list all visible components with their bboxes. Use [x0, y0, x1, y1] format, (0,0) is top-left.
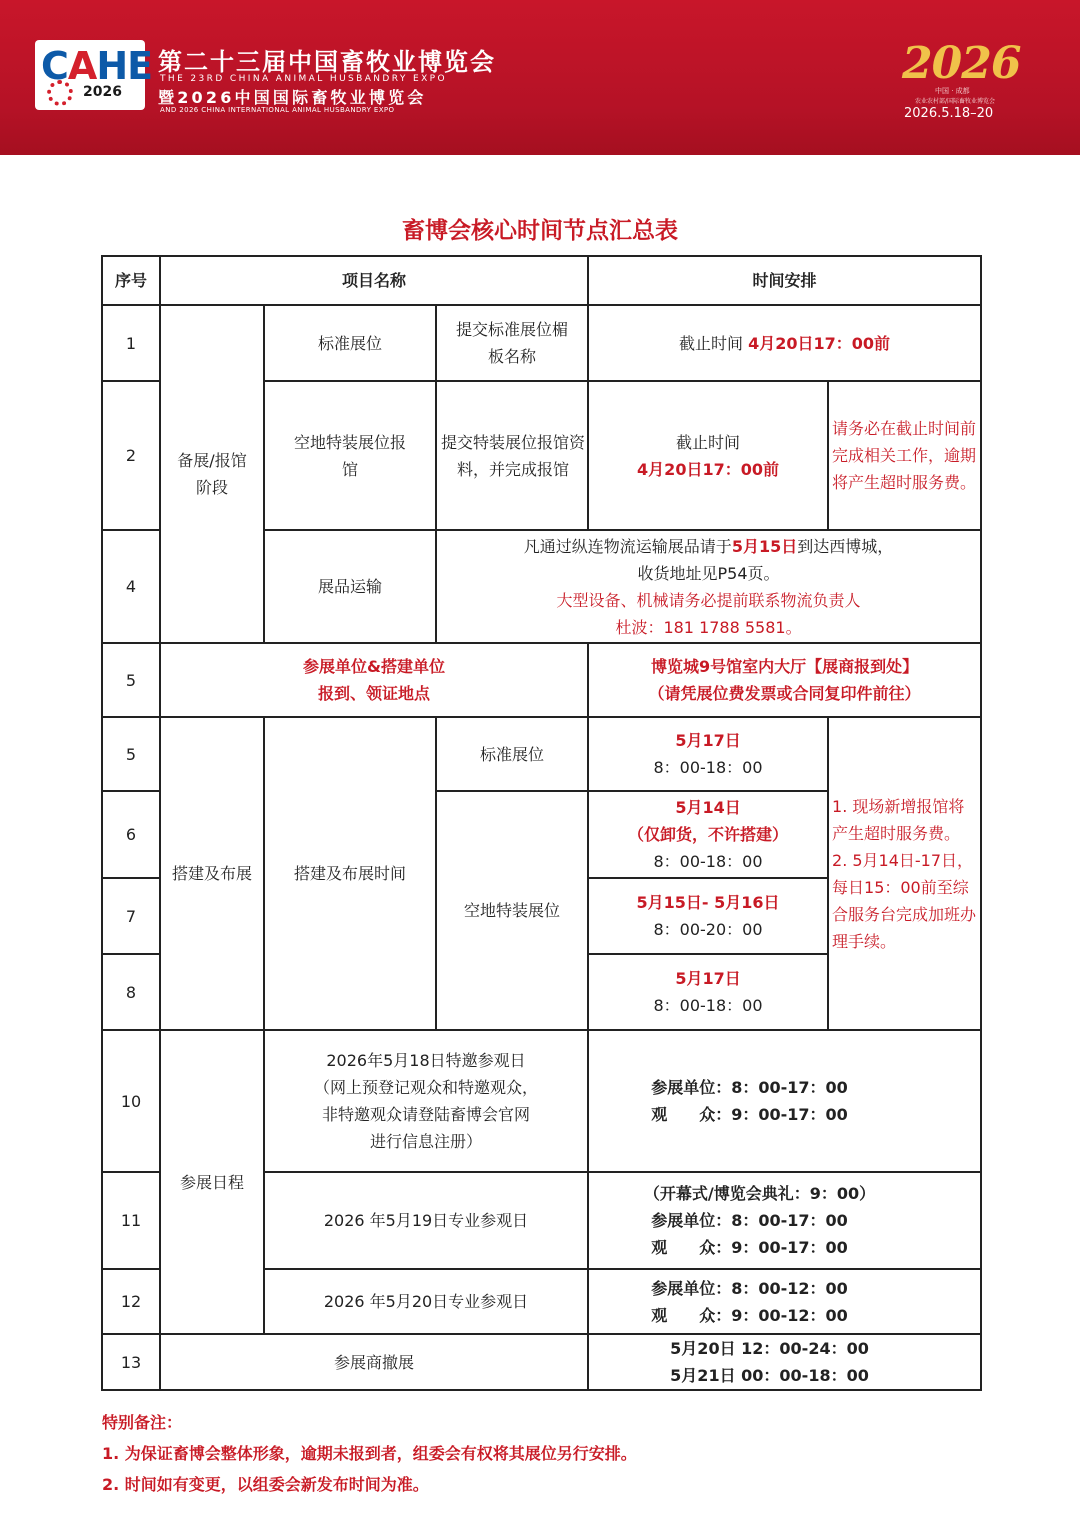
expo-dates: 2026.5.18–20	[904, 106, 994, 121]
row-number: 13	[102, 1334, 160, 1390]
deadline-cell: 截止时间 4月20日17：00前	[588, 305, 981, 381]
registration-item: 参展单位&搭建单位 报到、领证地点	[160, 643, 588, 717]
teardown-item: 参展商撤展	[160, 1334, 588, 1390]
date-cell: 5月15日- 5月16日 8：00-20：00	[588, 878, 828, 954]
header-schedule: 时间安排	[588, 256, 981, 305]
table-row	[102, 1030, 981, 1172]
transport-cell: 凡通过纵连物流运输展品请于5月15日到达西博城， 收货地址见P54页。 大型设备、机械请务必提前联系物流负责人 杜波：181 1788 5581。	[436, 530, 981, 643]
teardown-time-cell: 5月20日 12：00-24：00 5月21日 00：00-18：00	[588, 1334, 981, 1390]
logo-letters: CAHE	[41, 44, 153, 88]
phase-build: 搭建及布展	[160, 717, 264, 1030]
table-row	[102, 305, 981, 381]
table-row	[102, 717, 981, 791]
task-cell: 提交特装展位报馆资料，并完成报馆	[436, 381, 588, 530]
date-cell: 5月17日 8：00-18：00	[588, 954, 828, 1030]
deadline-note: 请务必在截止时间前完成相关工作，逾期将产生超时服务费。	[828, 381, 981, 530]
row-number: 8	[102, 954, 160, 1030]
registration-place: 博览城9号馆室内大厅【展商报到处】 （请凭展位费发票或合同复印件前往）	[588, 643, 981, 717]
logo-year: 2026	[83, 84, 122, 100]
header-item: 项目名称	[160, 256, 588, 305]
row-number: 5	[102, 717, 160, 791]
deadline-cell: 截止时间 4月20日17：00前	[588, 381, 828, 530]
header-banner	[0, 0, 1080, 155]
date-cell: 5月17日 8：00-18：00	[588, 717, 828, 791]
row-number: 12	[102, 1269, 160, 1334]
visit-time-cell: 参展单位：8：00-12：00 观 众：9：00-12：00	[588, 1269, 981, 1334]
phase-visit: 参展日程	[160, 1030, 264, 1334]
build-time-item: 搭建及布展时间	[264, 717, 436, 1030]
row-number: 1	[102, 305, 160, 381]
task-cell: 提交标准展位楣板名称	[436, 305, 588, 381]
raw-space-item: 空地特装展位	[436, 791, 588, 1030]
gear-icon	[47, 80, 73, 106]
expo-location: 中国 · 成都	[935, 87, 970, 95]
remark-item: 2. 时间如有变更，以组委会新发布时间为准。	[102, 1475, 429, 1494]
row-number: 6	[102, 791, 160, 878]
row-number: 11	[102, 1172, 160, 1269]
row-number: 7	[102, 878, 160, 954]
remark-item: 1. 为保证畜博会整体形象，逾期未报到者，组委会有权将其展位另行安排。	[102, 1444, 637, 1463]
date-cell: 5月14日 （仅卸货，不许搭建） 8：00-18：00	[588, 791, 828, 878]
row-number: 2	[102, 381, 160, 530]
build-note: 1. 现场新增报馆将产生超时服务费。 2. 5月14日-17日，每日15：00前至综合服务台完成加班办理手续。	[828, 717, 981, 1030]
special-remarks	[102, 1407, 637, 1500]
item-name: 空地特装展位报馆	[264, 381, 436, 530]
row-number: 10	[102, 1030, 160, 1172]
visit-time-cell: （开幕式/博览会典礼：9：00） 参展单位：8：00-17：00 观 众：9：00-17：00	[588, 1172, 981, 1269]
phase-prep: 备展/报馆 阶段	[160, 305, 264, 643]
table-row	[102, 1334, 981, 1390]
remarks-heading: 特别备注：	[102, 1413, 183, 1432]
schedule-table	[101, 255, 982, 1391]
item-name: 标准展位	[264, 305, 436, 381]
expo-title-cn: 第二十三届中国畜牧业博览会	[158, 47, 496, 76]
expo-subtitle-cn: 暨2026中国国际畜牧业博览会	[158, 88, 427, 107]
header-index: 序号	[102, 256, 160, 305]
table-row	[102, 643, 981, 717]
row-number: 5	[102, 643, 160, 717]
page-title: 畜博会核心时间节点汇总表	[402, 218, 678, 244]
visit-time-cell: 参展单位：8：00-17：00 观 众：9：00-17：00	[588, 1030, 981, 1172]
visit-day-item: 2026 年5月20日专业参观日	[264, 1269, 588, 1334]
item-name: 展品运输	[264, 530, 436, 643]
year-emblem: 2026	[902, 38, 1021, 89]
visit-day-item: 2026 年5月19日专业参观日	[264, 1172, 588, 1269]
expo-logo	[35, 40, 153, 110]
task-cell: 标准展位	[436, 717, 588, 791]
expo-title-en: THE 23RD CHINA ANIMAL HUSBANDRY EXPO	[160, 74, 447, 84]
visit-day-item: 2026年5月18日特邀参观日 （网上预登记观众和特邀观众， 非特邀观众请登陆畜博会官网 进行信息注册）	[264, 1030, 588, 1172]
expo-organizer: 农业农村部/国际畜牧业博览会	[915, 98, 996, 105]
row-number: 4	[102, 530, 160, 643]
expo-subtitle-en: AND 2026 CHINA INTERNATIONAL ANIMAL HUSBANDRY EXPO	[160, 106, 395, 114]
table-header-row	[102, 256, 981, 305]
